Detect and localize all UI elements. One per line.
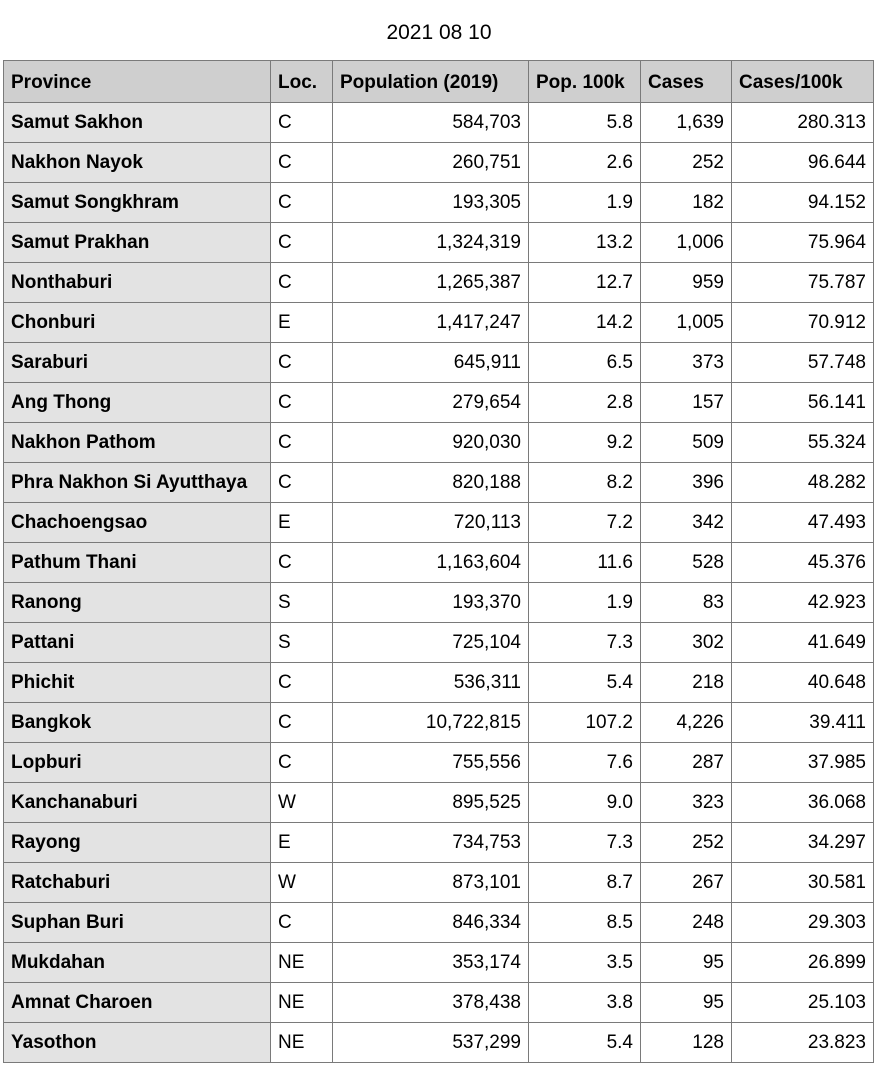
population-cell: 1,163,604: [333, 543, 529, 583]
cases-cell: 182: [641, 183, 732, 223]
cases-per-100k-cell: 40.648: [732, 663, 874, 703]
pop-100k-cell: 5.4: [529, 1023, 641, 1063]
province-cell: Chonburi: [4, 303, 271, 343]
population-cell: 920,030: [333, 423, 529, 463]
table-header: [4, 61, 874, 103]
table-row: [4, 823, 874, 863]
location-cell: C: [271, 423, 333, 463]
pop-100k-cell: 3.8: [529, 983, 641, 1023]
table-row: [4, 303, 874, 343]
location-cell: C: [271, 663, 333, 703]
location-cell: C: [271, 383, 333, 423]
pop-100k-cell: 7.2: [529, 503, 641, 543]
location-cell: C: [271, 703, 333, 743]
province-cell: Amnat Charoen: [4, 983, 271, 1023]
location-cell: E: [271, 503, 333, 543]
population-cell: 846,334: [333, 903, 529, 943]
table-row: [4, 863, 874, 903]
population-cell: 895,525: [333, 783, 529, 823]
province-cell: Pattani: [4, 623, 271, 663]
location-cell: C: [271, 143, 333, 183]
cases-per-100k-cell: 39.411: [732, 703, 874, 743]
cases-per-100k-cell: 30.581: [732, 863, 874, 903]
table-row: [4, 623, 874, 663]
table-row: [4, 663, 874, 703]
location-cell: C: [271, 103, 333, 143]
cases-per-100k-cell: 26.899: [732, 943, 874, 983]
pop-100k-cell: 5.8: [529, 103, 641, 143]
cases-cell: 83: [641, 583, 732, 623]
pop-100k-cell: 8.7: [529, 863, 641, 903]
province-cell: Rayong: [4, 823, 271, 863]
header-province: Province: [4, 61, 271, 103]
population-cell: 193,370: [333, 583, 529, 623]
population-cell: 720,113: [333, 503, 529, 543]
province-cell: Pathum Thani: [4, 543, 271, 583]
province-cell: Nakhon Nayok: [4, 143, 271, 183]
cases-cell: 1,639: [641, 103, 732, 143]
province-cell: Ang Thong: [4, 383, 271, 423]
location-cell: C: [271, 463, 333, 503]
table-row: [4, 783, 874, 823]
province-cell: Phichit: [4, 663, 271, 703]
cases-per-100k-cell: 96.644: [732, 143, 874, 183]
table-row: [4, 543, 874, 583]
population-cell: 820,188: [333, 463, 529, 503]
table-row: [4, 1023, 874, 1063]
header-row: [4, 61, 874, 103]
cases-cell: 1,006: [641, 223, 732, 263]
pop-100k-cell: 7.6: [529, 743, 641, 783]
table-body: [4, 103, 874, 1063]
header-location: Loc.: [271, 61, 333, 103]
cases-per-100k-cell: 55.324: [732, 423, 874, 463]
province-cell: Mukdahan: [4, 943, 271, 983]
province-cell: Phra Nakhon Si Ayutthaya: [4, 463, 271, 503]
cases-per-100k-cell: 45.376: [732, 543, 874, 583]
pop-100k-cell: 7.3: [529, 823, 641, 863]
pop-100k-cell: 8.5: [529, 903, 641, 943]
page-title: 2021 08 10: [386, 21, 492, 44]
table-row: [4, 343, 874, 383]
table-row: [4, 983, 874, 1023]
pop-100k-cell: 7.3: [529, 623, 641, 663]
cases-per-100k-cell: 29.303: [732, 903, 874, 943]
population-cell: 537,299: [333, 1023, 529, 1063]
table-row: [4, 583, 874, 623]
province-cell: Chachoengsao: [4, 503, 271, 543]
cases-cell: 4,226: [641, 703, 732, 743]
table-row: [4, 103, 874, 143]
header-cases: Cases: [641, 61, 732, 103]
province-cell: Suphan Buri: [4, 903, 271, 943]
table-row: [4, 143, 874, 183]
province-cell: Yasothon: [4, 1023, 271, 1063]
cases-per-100k-cell: 56.141: [732, 383, 874, 423]
cases-cell: 287: [641, 743, 732, 783]
population-cell: 378,438: [333, 983, 529, 1023]
province-cell: Samut Songkhram: [4, 183, 271, 223]
cases-per-100k-cell: 42.923: [732, 583, 874, 623]
province-cell: Lopburi: [4, 743, 271, 783]
province-cell: Samut Sakhon: [4, 103, 271, 143]
location-cell: S: [271, 583, 333, 623]
population-cell: 734,753: [333, 823, 529, 863]
population-cell: 725,104: [333, 623, 529, 663]
cases-cell: 248: [641, 903, 732, 943]
location-cell: W: [271, 863, 333, 903]
cases-cell: 323: [641, 783, 732, 823]
location-cell: C: [271, 183, 333, 223]
pop-100k-cell: 13.2: [529, 223, 641, 263]
province-cell: Saraburi: [4, 343, 271, 383]
population-cell: 10,722,815: [333, 703, 529, 743]
population-cell: 536,311: [333, 663, 529, 703]
cases-cell: 128: [641, 1023, 732, 1063]
header-pop-100k: Pop. 100k: [529, 61, 641, 103]
population-cell: 755,556: [333, 743, 529, 783]
pop-100k-cell: 2.8: [529, 383, 641, 423]
table-row: [4, 743, 874, 783]
location-cell: C: [271, 263, 333, 303]
cases-per-100k-cell: 47.493: [732, 503, 874, 543]
cases-per-100k-cell: 70.912: [732, 303, 874, 343]
location-cell: W: [271, 783, 333, 823]
location-cell: E: [271, 823, 333, 863]
pop-100k-cell: 9.2: [529, 423, 641, 463]
location-cell: E: [271, 303, 333, 343]
province-cell: Nakhon Pathom: [4, 423, 271, 463]
pop-100k-cell: 12.7: [529, 263, 641, 303]
cases-cell: 95: [641, 943, 732, 983]
pop-100k-cell: 1.9: [529, 583, 641, 623]
pop-100k-cell: 1.9: [529, 183, 641, 223]
table-row: [4, 383, 874, 423]
pop-100k-cell: 5.4: [529, 663, 641, 703]
cases-per-100k-cell: 36.068: [732, 783, 874, 823]
table-row: [4, 503, 874, 543]
cases-cell: 267: [641, 863, 732, 903]
population-cell: 1,324,319: [333, 223, 529, 263]
location-cell: NE: [271, 943, 333, 983]
location-cell: C: [271, 343, 333, 383]
province-cell: Bangkok: [4, 703, 271, 743]
pop-100k-cell: 11.6: [529, 543, 641, 583]
population-cell: 1,417,247: [333, 303, 529, 343]
pop-100k-cell: 2.6: [529, 143, 641, 183]
cases-cell: 396: [641, 463, 732, 503]
province-cell: Kanchanaburi: [4, 783, 271, 823]
pop-100k-cell: 6.5: [529, 343, 641, 383]
pop-100k-cell: 3.5: [529, 943, 641, 983]
location-cell: S: [271, 623, 333, 663]
header-population: Population (2019): [333, 61, 529, 103]
cases-cell: 959: [641, 263, 732, 303]
table-row: [4, 703, 874, 743]
cases-cell: 157: [641, 383, 732, 423]
population-cell: 353,174: [333, 943, 529, 983]
cases-cell: 302: [641, 623, 732, 663]
cases-cell: 528: [641, 543, 732, 583]
table-row: [4, 183, 874, 223]
pop-100k-cell: 107.2: [529, 703, 641, 743]
cases-per-100k-cell: 75.787: [732, 263, 874, 303]
table-row: [4, 423, 874, 463]
province-cell: Ratchaburi: [4, 863, 271, 903]
table-row: [4, 463, 874, 503]
cases-cell: 509: [641, 423, 732, 463]
table-row: [4, 903, 874, 943]
cases-cell: 252: [641, 143, 732, 183]
pop-100k-cell: 8.2: [529, 463, 641, 503]
cases-per-100k-cell: 280.313: [732, 103, 874, 143]
province-cell: Samut Prakhan: [4, 223, 271, 263]
province-cell: Ranong: [4, 583, 271, 623]
cases-cell: 252: [641, 823, 732, 863]
cases-per-100k-cell: 37.985: [732, 743, 874, 783]
cases-cell: 95: [641, 983, 732, 1023]
population-cell: 1,265,387: [333, 263, 529, 303]
population-cell: 260,751: [333, 143, 529, 183]
cases-per-100k-cell: 23.823: [732, 1023, 874, 1063]
cases-cell: 373: [641, 343, 732, 383]
population-cell: 645,911: [333, 343, 529, 383]
location-cell: NE: [271, 1023, 333, 1063]
cases-per-100k-cell: 48.282: [732, 463, 874, 503]
cases-cell: 1,005: [641, 303, 732, 343]
cases-per-100k-cell: 94.152: [732, 183, 874, 223]
cases-cell: 342: [641, 503, 732, 543]
table-row: [4, 223, 874, 263]
population-cell: 873,101: [333, 863, 529, 903]
cases-per-100k-cell: 34.297: [732, 823, 874, 863]
cases-per-100k-cell: 41.649: [732, 623, 874, 663]
cases-per-100k-cell: 25.103: [732, 983, 874, 1023]
header-cases-per-100k: Cases/100k: [732, 61, 874, 103]
cases-cell: 218: [641, 663, 732, 703]
province-cases-table: [3, 60, 874, 1063]
cases-per-100k-cell: 75.964: [732, 223, 874, 263]
population-cell: 584,703: [333, 103, 529, 143]
location-cell: C: [271, 903, 333, 943]
cases-per-100k-cell: 57.748: [732, 343, 874, 383]
location-cell: C: [271, 543, 333, 583]
population-cell: 193,305: [333, 183, 529, 223]
location-cell: NE: [271, 983, 333, 1023]
table-row: [4, 263, 874, 303]
pop-100k-cell: 9.0: [529, 783, 641, 823]
pop-100k-cell: 14.2: [529, 303, 641, 343]
location-cell: C: [271, 743, 333, 783]
province-cell: Nonthaburi: [4, 263, 271, 303]
location-cell: C: [271, 223, 333, 263]
table-row: [4, 943, 874, 983]
population-cell: 279,654: [333, 383, 529, 423]
